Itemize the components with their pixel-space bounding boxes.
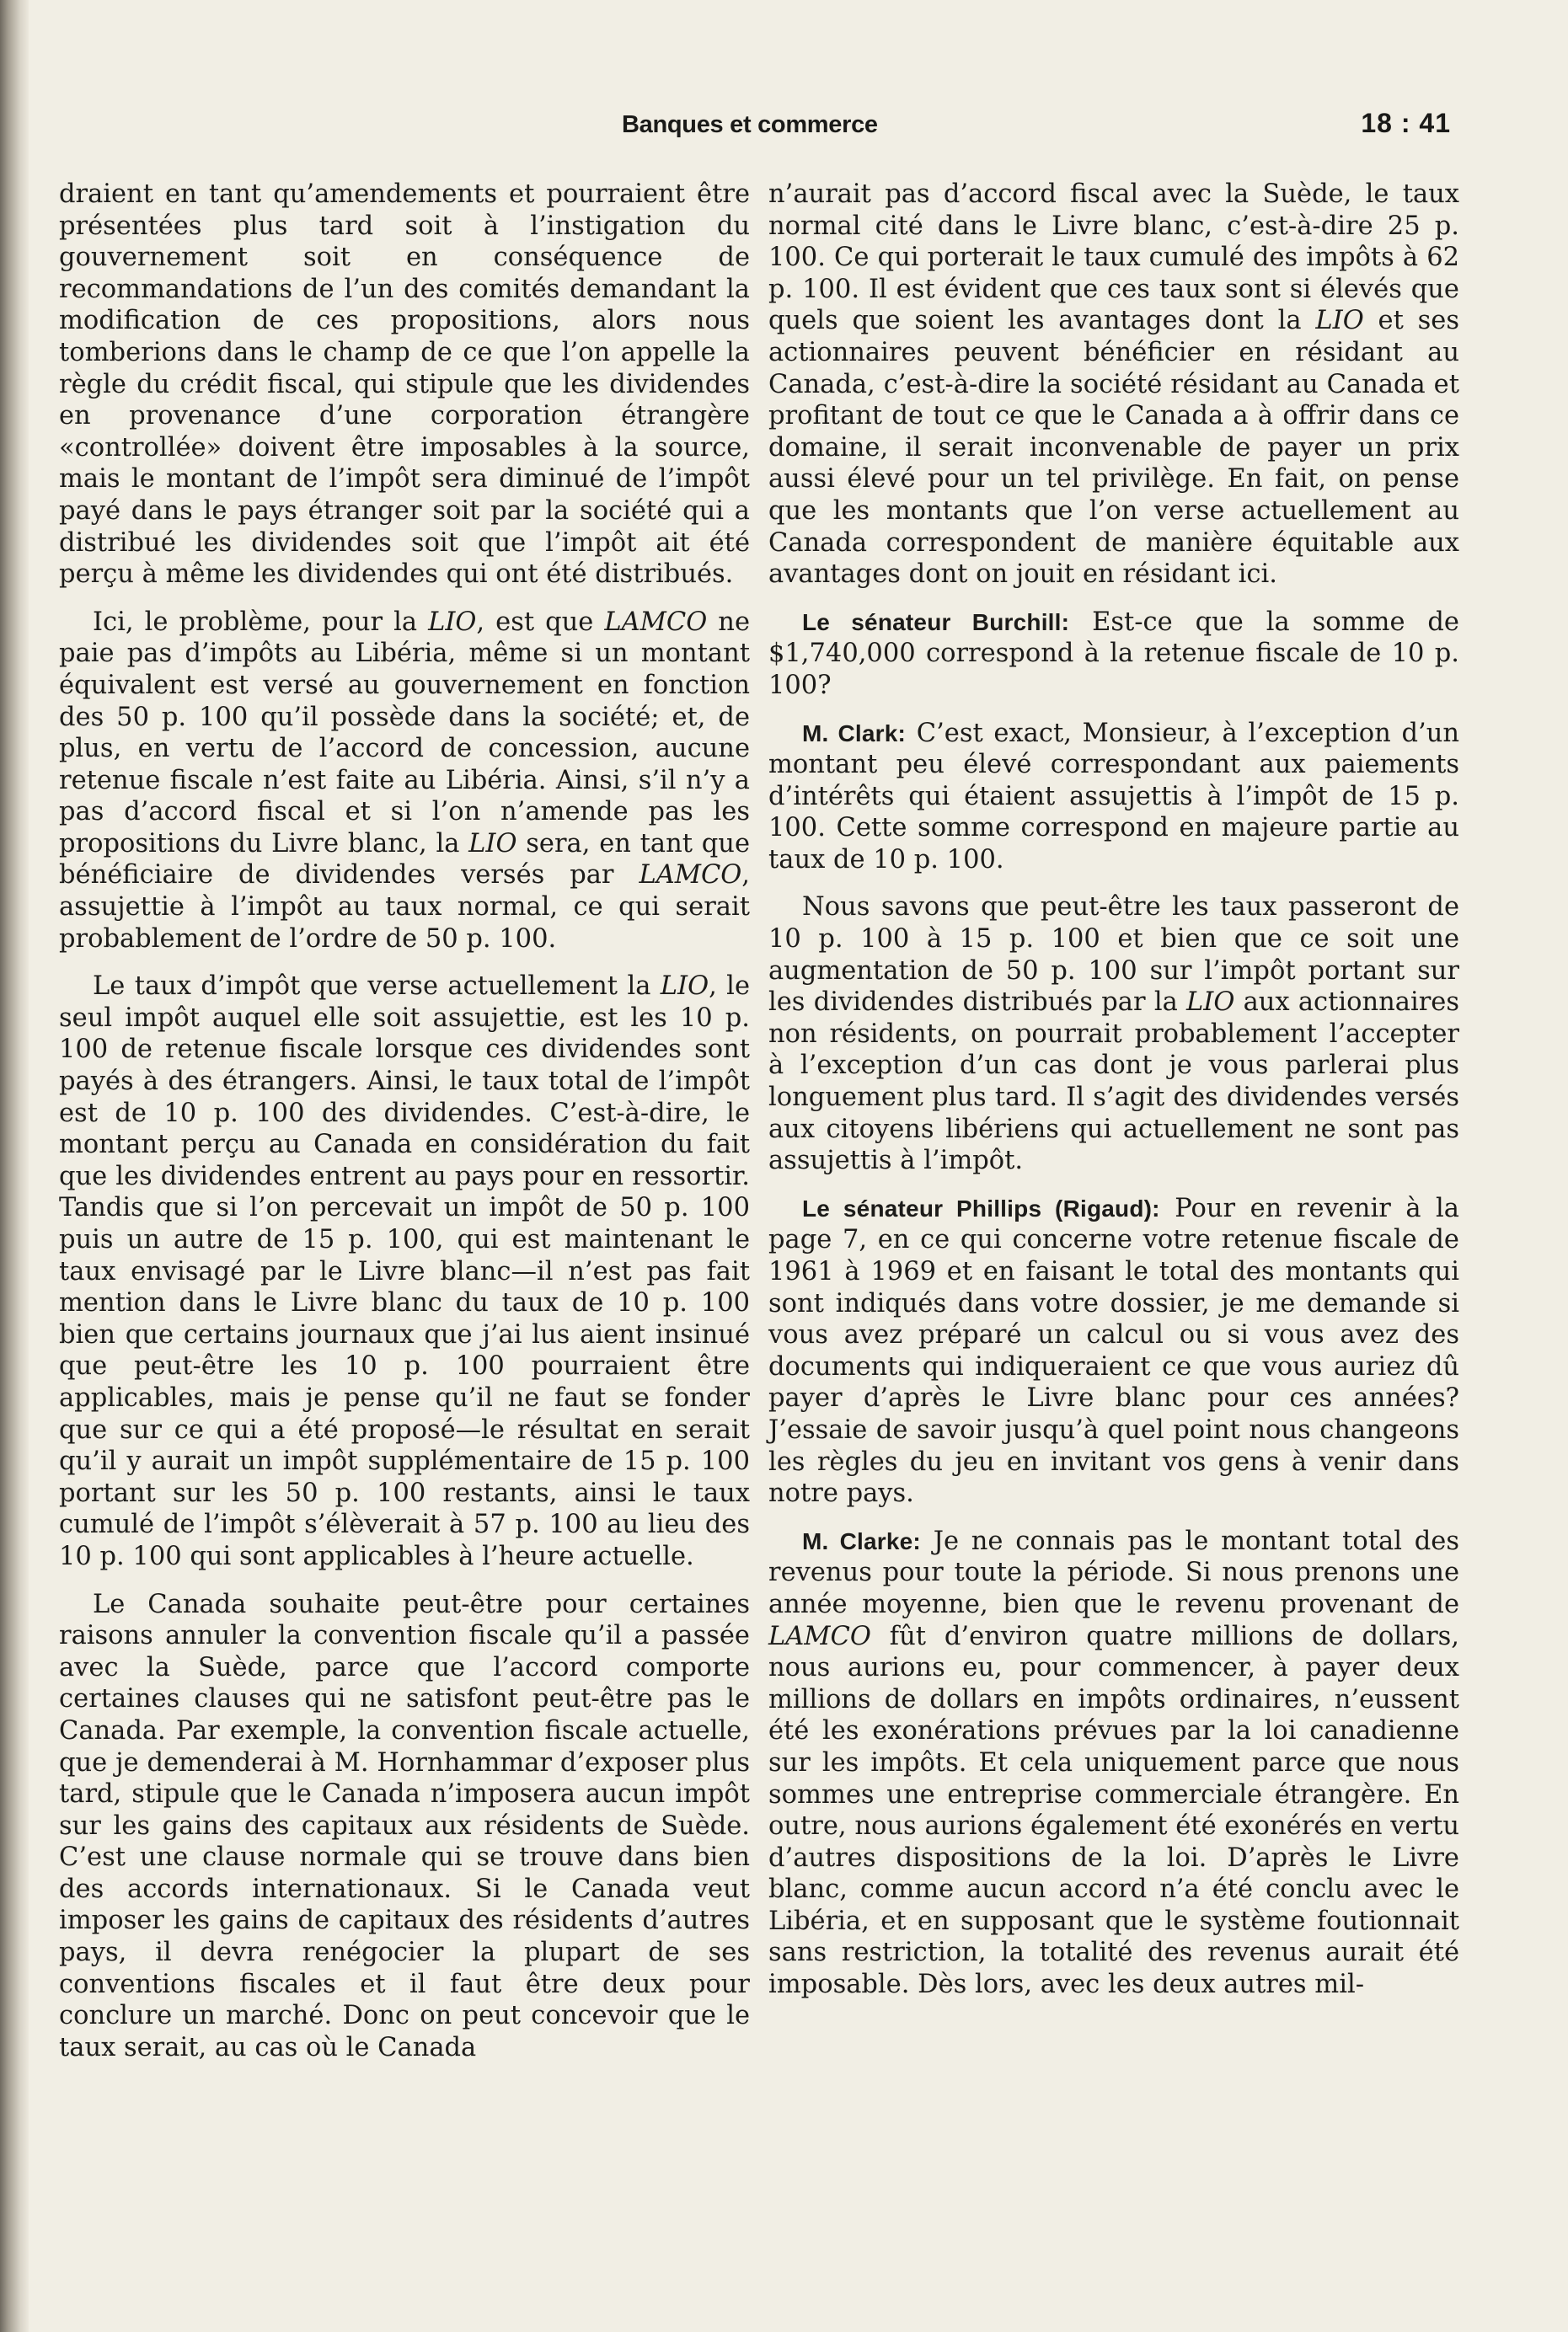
speaker-name: Le sénateur Burchill: (802, 608, 1070, 635)
company-name: LIO (660, 971, 709, 1002)
company-name: LAMCO (639, 860, 742, 891)
running-header-title: Banques et commerce (622, 111, 878, 138)
page-number: 18 : 41 (1361, 108, 1451, 138)
company-name: LIO (428, 607, 477, 637)
left-column (59, 179, 750, 2079)
speaker-paragraph: Le sénateur Phillips (Rigaud): Pour en revenir à la page 7, en ce qui concerne votre retenue fiscale de 1961 à 1969 et en faisant le total des montants qui sont indiqués dans votre dossier, je me demande si vous avez préparé un calcul ou si vous avez des documents qui indiqueraient ce que vous auriez dû payer d’après le Livre blanc pour ces années? J’essaie de savoir jusqu’à quel point nous changeons les règles du jeu en invitant vos gens à venir dans notre pays. (768, 1193, 1459, 1509)
paragraph: n’aurait pas d’accord fiscal avec la Suède, le taux normal cité dans le Livre blanc, c’est-à-dire 25 p. 100. Ce qui porterait le taux cumulé des impôts à 62 p. 100. Il est évident que ces taux sont si élevés que quels que soient les avantages dont la LIO et ses actionnaires peuvent bénéficier en résidant au Canada, c’est-à-dire la société résidant au Canada et profitant de tout ce que le Canada a à offrir dans ce domaine, il serait inconvenable de payer un prix aussi élevé pour un tel privilège. En fait, on pense que les montants que l’on verse actuellement au Canada correspondent de manière équitable aux avantages dont on jouit en résidant ici. (768, 179, 1460, 590)
speaker-name: M. Clarke: (802, 1527, 921, 1554)
speaker-paragraph: Le sénateur Burchill: Est-ce que la somme de $1,740,000 correspond à la retenue fiscale de 10 p. 100? (768, 607, 1459, 700)
paragraph: Nous savons que peut-être les taux passeront de 10 p. 100 à 15 p. 100 et bien que ce soit une augmentation de 50 p. 100 sur l’impôt portant sur les dividendes distribués par la LIO aux actionnaires non résidents, on pourrait probablement l’accepter à l’exception d’un cas dont je vous parlerai plus longuement plus tard. Il s’agit des dividendes versés aux citoyens libériens qui actuellement ne sont pas assujettis à l’impôt. (768, 892, 1459, 1176)
company-name: LIO (1315, 306, 1364, 336)
speaker-name: Le sénateur Phillips (Rigaud): (802, 1195, 1160, 1222)
page-binding-shadow (0, 0, 29, 2332)
company-name: LAMCO (604, 607, 708, 637)
paragraph: Le taux d’impôt que verse actuellement la LIO, le seul impôt auquel elle soit assujettie, est les 10 p. 100 de retenue fiscale lorsque ces dividendes sont payés à des étrangers. Ainsi, le taux total de l’impôt est de 10 p. 100 des dividendes. C’est-à-dire, le montant perçu au Canada en considération du fait que les dividendes entrent au pays pour en ressortir. Tandis que si l’on percevait un impôt de 50 p. 100 puis un autre de 15 p. 100, qui est maintenant le taux envisagé par le Livre blanc—il n’est pas fait mention dans le Livre blanc du taux de 10 p. 100 bien que certains journaux que j’ai lus aient insinué que peut-être les 10 p. 100 pourraient être applicables, mais je pense qu’il ne faut se fonder que sur ce qui a été proposé—le résultat en serait qu’il y aurait un impôt supplémentaire de 15 p. 100 portant sur les 50 p. 100 restants, ainsi le taux cumulé de l’impôt s’élèverait à 57 p. 100 au lieu des 10 p. 100 qui sont applicables à l’heure actuelle. (59, 971, 750, 1571)
speaker-paragraph: M. Clarke: Je ne connais pas le montant total des revenus pour toute la période. Si nous prenons une année moyenne, bien que le revenu provenant de LAMCO fût d’environ quatre millions de dollars, nous aurions eu, pour commencer, à payer deux millions de dollars en impôts ordinaires, n’eussent été les exonérations prévues par la loi canadienne sur les impôts. Et cela uniquement parce que nous sommes une entreprise commerciale étrangère. En outre, nous aurions également été exonérés en vertu d’autres dispositions de la loi. D’après le Livre blanc, comme aucun accord n’a été conclu avec le Libéria, et en supposant que le système foutionnait sans restriction, la totalité des revenus aurait été imposable. Dès lors, avec les deux autres mil- (768, 1526, 1459, 2000)
company-name: LIO (468, 828, 517, 858)
speaker-paragraph: M. Clark: C’est exact, Monsieur, à l’exception d’un montant peu élevé correspondant aux paiements d’intérêts qui étaient assujettis à l’impôt de 15 p. 100. Cette somme correspond en majeure partie au taux de 10 p. 100. (768, 718, 1459, 874)
speaker-name: M. Clark: (802, 719, 907, 746)
company-name: LIO (1186, 987, 1235, 1018)
paragraph: Ici, le problème, pour la LIO, est que LAMCO ne paie pas d’impôts au Libéria, même si un montant équivalent est versé au gouvernement en fonction des 50 p. 100 qu’il possède dans la société; et, de plus, en vertu de l’accord de concession, aucune retenue fiscale n’est faite au Libéria. Ainsi, s’il n’y a pas d’accord fiscal et si l’on n’amende pas les propositions du Livre blanc, la LIO sera, en tant que bénéficiaire de dividendes versés par LAMCO, assujettie à l’impôt au taux normal, ce qui serait probablement de l’ordre de 50 p. 100. (59, 607, 750, 954)
paragraph: Le Canada souhaite peut-être pour certaines raisons annuler la convention fiscale qu’il a passée avec la Suède, parce que l’accord comporte certaines clauses qui ne satisfont peut-être pas le Canada. Par exemple, la convention fiscale actuelle, que je demenderai à M. Hornhammar d’exposer plus tard, stipule que le Canada n’imposera aucun impôt sur les gains des capitaux aux résidents de Suède. C’est une clause normale qui se trouve dans bien des accords internationaux. Si le Canada veut imposer les gains de capitaux des résidents d’autres pays, il devra renégocier la plupart de ses conventions fiscales et il faut être deux pour conclure un marché. Donc on peut concevoir que le taux serait, au cas où le Canada (59, 1589, 750, 2062)
right-column (768, 179, 1459, 2017)
paragraph: draient en tant qu’amendements et pourraient être présentées plus tard soit à l’instigation du gouvernement soit en conséquence de recommandations de l’un des comités demandant la modification de ces propositions, alors nous tomberions dans le champ de ce que l’on appelle la règle du crédit fiscal, qui stipule que les dividendes en provenance d’une corporation étrangère «controllée» doivent être imposables à la source, mais le montant de l’impôt sera diminué de l’impôt payé dans le pays étranger soit par la société qui a distribué les dividendes soit que l’impôt ait été perçu à même les dividendes qui ont été distribués. (59, 179, 750, 590)
company-name: LAMCO (768, 1621, 871, 1651)
